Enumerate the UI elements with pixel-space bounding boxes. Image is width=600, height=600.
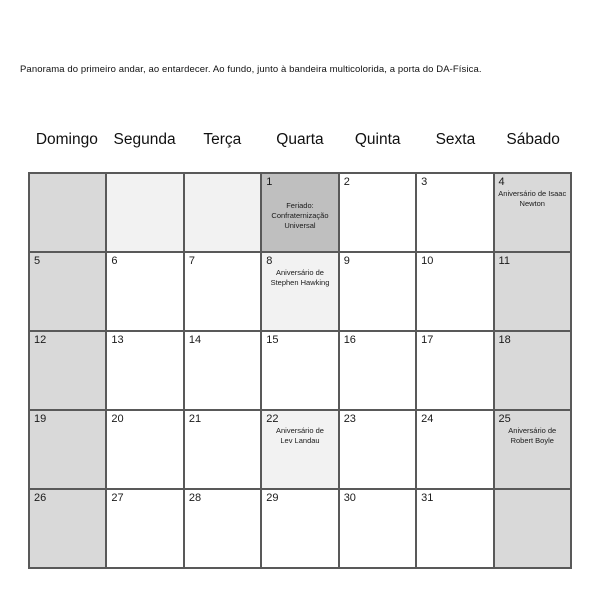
event-label: Aniversário de Lev Landau <box>276 426 324 445</box>
day-number: 11 <box>498 255 510 267</box>
calendar-cell-day-23 <box>339 410 416 489</box>
weekday-header-row <box>28 131 572 149</box>
weekday-header-2: Terça <box>203 131 242 148</box>
calendar-cell-day-29 <box>261 489 338 568</box>
day-number: 21 <box>188 413 202 425</box>
calendar-cell-day-14 <box>184 331 261 410</box>
day-number: 2 <box>343 176 350 188</box>
day-number: 25 <box>498 413 511 425</box>
weekday-header-0: Domingo <box>35 131 98 148</box>
day-number: 4 <box>498 176 505 188</box>
weekday-header-5: Sexta <box>435 131 476 148</box>
calendar-cell-day-27 <box>106 489 183 568</box>
day-number <box>107 174 182 188</box>
calendar-cell-empty <box>494 489 571 568</box>
calendar-cell-day-8 <box>261 252 338 331</box>
calendar-cell-day-12 <box>29 331 106 410</box>
calendar-cell-day-30 <box>339 489 416 568</box>
calendar-cell-day-31 <box>416 489 493 568</box>
calendar-cell-day-25 <box>494 410 571 489</box>
day-number: 24 <box>421 413 434 425</box>
calendar-cell-day-5 <box>29 252 106 331</box>
day-number: 19 <box>34 413 47 425</box>
day-number: 13 <box>111 334 124 346</box>
calendar-cell-day-19 <box>29 410 106 489</box>
day-number: 12 <box>34 334 47 346</box>
calendar-cell-day-2 <box>339 173 416 252</box>
day-number: 22 <box>266 413 279 425</box>
day-number: 15 <box>266 334 279 346</box>
calendar-cell-day-13 <box>106 331 183 410</box>
day-number: 27 <box>111 492 124 504</box>
calendar-cell-day-16 <box>339 331 416 410</box>
calendar-cell-day-7 <box>184 252 261 331</box>
day-number: 6 <box>111 255 118 267</box>
day-number: 16 <box>343 334 356 346</box>
calendar-cell-day-28 <box>184 489 261 568</box>
calendar-cell-empty <box>184 173 261 252</box>
day-number: 20 <box>111 413 124 425</box>
calendar-cell-day-11 <box>494 252 571 331</box>
calendar-cell-empty <box>29 173 106 252</box>
day-number: 18 <box>498 334 511 346</box>
day-number: 28 <box>188 492 202 504</box>
calendar-cell-day-24 <box>416 410 493 489</box>
day-number: 31 <box>421 492 434 504</box>
calendar-cell-day-4 <box>494 173 571 252</box>
calendar-week-row <box>29 173 571 252</box>
calendar-cell-day-9 <box>339 252 416 331</box>
weekday-header-1: Segunda <box>113 131 176 148</box>
event-label: Aniversário de Stephen Hawking <box>270 268 330 287</box>
calendar-week-row <box>29 252 571 331</box>
day-number: 5 <box>34 255 41 267</box>
day-number: 8 <box>266 255 273 267</box>
day-number: 10 <box>421 255 434 267</box>
calendar-week-row <box>29 410 571 489</box>
day-number: 30 <box>343 492 356 504</box>
calendar-cell-day-15 <box>261 331 338 410</box>
calendar-cell-day-26 <box>29 489 106 568</box>
day-number: 23 <box>343 413 356 425</box>
day-number: 9 <box>343 255 350 267</box>
event-label: Feriado: Confraternização Universal <box>271 201 329 230</box>
calendar-cell-day-22 <box>261 410 338 489</box>
calendar-cell-day-3 <box>416 173 493 252</box>
calendar-cell-day-21 <box>184 410 261 489</box>
day-number: 3 <box>421 176 428 188</box>
day-number: 1 <box>266 176 273 188</box>
day-number: 29 <box>266 492 279 504</box>
weekday-header-4: Quinta <box>354 131 401 148</box>
calendar-week-row <box>29 489 571 568</box>
calendar-cell-day-20 <box>106 410 183 489</box>
image-caption: Panorama do primeiro andar, ao entardecer. Ao fundo, junto à bandeira multicolorida, a porta do DA-Física. <box>20 64 482 75</box>
day-number: 17 <box>421 334 434 346</box>
calendar-cell-day-10 <box>416 252 493 331</box>
calendar-cell-day-18 <box>494 331 571 410</box>
calendar-week-row <box>29 331 571 410</box>
weekday-header-6: Sábado <box>506 131 560 148</box>
day-number: 14 <box>188 334 202 346</box>
calendar-cell-empty <box>106 173 183 252</box>
day-number <box>185 174 260 188</box>
calendar-cell-day-17 <box>416 331 493 410</box>
day-number <box>30 174 105 188</box>
event-label: Aniversário de Robert Boyle <box>508 426 557 445</box>
day-number: 26 <box>34 492 47 504</box>
calendar-table <box>28 172 572 569</box>
calendar-cell-day-6 <box>106 252 183 331</box>
weekday-header-3: Quarta <box>276 131 324 148</box>
day-number <box>495 490 570 504</box>
calendar-cell-day-1 <box>261 173 338 252</box>
day-number: 7 <box>188 255 195 267</box>
event-label: Aniversário de Isaac Newton <box>498 189 567 208</box>
